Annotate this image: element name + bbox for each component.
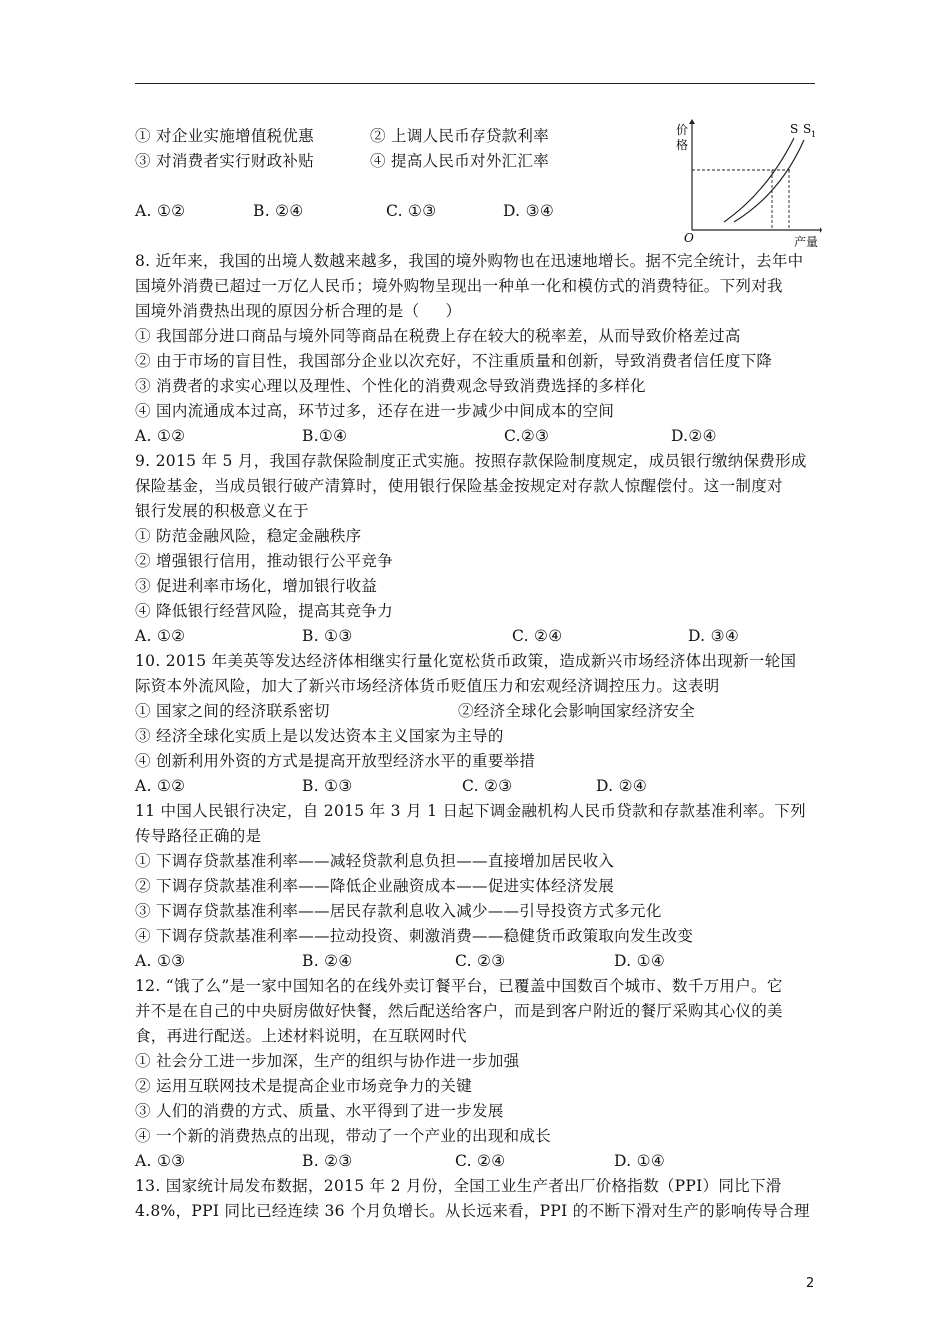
q8-answer-b: B.①④ <box>302 427 348 445</box>
curve-s-label: S <box>790 122 799 136</box>
q10-option-3: ③ 经济全球化实质上是以发达资本主义国家为主导的 <box>135 727 504 745</box>
y-axis-arrow <box>689 119 695 124</box>
q8-answer-a: A. ①② <box>135 427 186 445</box>
q10-answer-d: D. ②④ <box>596 777 648 795</box>
q10-option-4: ④ 创新利用外资的方式是提高开放型经济水平的重要举措 <box>135 752 536 770</box>
q12-line-2: 并不是在自己的中央厨房做好快餐，然后配送给客户，而是到客户附近的餐厅采购其心仪的美 <box>135 1002 783 1020</box>
q11-answer-c: C. ②③ <box>455 952 506 970</box>
supply-curve-graph <box>672 118 822 250</box>
q11-option-1: ① 下调存贷款基准利率——减轻贷款利息负担——直接增加居民收入 <box>135 852 615 870</box>
q11-option-4: ④ 下调存贷款基准利率——拉动投资、刺激消费——稳健货币政策取向发生改变 <box>135 927 694 945</box>
q9-answer-d: D. ③④ <box>688 627 740 645</box>
q10-option-2: ②经济全球化会影响国家经济安全 <box>458 702 696 720</box>
q12-line-1: 12. “饿了么”是一家中国知名的在线外卖订餐平台，已覆盖中国数百个城市、数千万用户。它 <box>135 977 783 995</box>
q12-answer-b: B. ②③ <box>302 1152 353 1170</box>
page-number: 2 <box>806 1276 815 1291</box>
q8-option-2: ② 由于市场的盲目性，我国部分企业以次充好，不注重质量和创新，导致消费者信任度下降 <box>135 352 773 370</box>
q8-line-1: 8. 近年来，我国的出境人数越来越多，我国的境外购物也在迅速地增长。据不完全统计，去年中 <box>135 252 804 270</box>
q11-option-3: ③ 下调存贷款基准利率——居民存款利息收入减少——引导投资方式多元化 <box>135 902 662 920</box>
q11-line-1: 11 中国人民银行决定，自 2015 年 3 月 1 日起下调金融机构人民币贷款和存款基准利率。下列 <box>135 802 806 820</box>
answer-a: A. ①② <box>135 202 186 220</box>
option-2: ② 上调人民币存贷款利率 <box>370 127 550 145</box>
q12-answer-d: D. ①④ <box>614 1152 666 1170</box>
q10-line-2: 际资本外流风险，加大了新兴市场经济体货币贬值压力和宏观经济调控压力。这表明 <box>135 677 720 695</box>
answer-c: C. ①③ <box>386 202 437 220</box>
q9-option-3: ③ 促进利率市场化，增加银行收益 <box>135 577 378 595</box>
y-label-1: 价 <box>676 123 689 137</box>
q9-line-2: 保险基金，当成员银行破产清算时，使用银行保险基金按规定对存款人惊醒偿付。这一制度对 <box>135 477 783 495</box>
q11-answer-b: B. ②④ <box>302 952 353 970</box>
y-label-2: 格 <box>676 138 689 152</box>
q11-answer-d: D. ①④ <box>614 952 666 970</box>
origin-label: O <box>684 231 694 245</box>
option-1: ① 对企业实施增值税优惠 <box>135 127 315 145</box>
x-label: 产量 <box>794 235 819 249</box>
curve-s1-label: S <box>803 122 812 136</box>
q12-answer-c: C. ②④ <box>455 1152 506 1170</box>
q8-option-3: ③ 消费者的求实心理以及理性、个性化的消费观念导致消费选择的多样化 <box>135 377 646 395</box>
q12-line-3: 食，再进行配送。上述材料说明，在互联网时代 <box>135 1027 467 1045</box>
q9-option-1: ① 防范金融风险，稳定金融秩序 <box>135 527 362 545</box>
q10-line-1: 10. 2015 年美英等发达经济体相继实行量化宽松货币政策，造成新兴市场经济体出现新一轮国 <box>135 652 797 670</box>
q8-option-1: ① 我国部分进口商品与境外同等商品在税费上存在较大的税率差，从而导致价格差过高 <box>135 327 741 345</box>
curve-s1-subscript: 1 <box>811 130 817 139</box>
q10-answer-a: A. ①② <box>135 777 186 795</box>
curve-s <box>724 138 794 222</box>
q8-option-4: ④ 国内流通成本过高，环节过多，还存在进一步减少中间成本的空间 <box>135 402 615 420</box>
q9-option-4: ④ 降低银行经营风险，提高其竞争力 <box>135 602 394 620</box>
q11-line-2: 传导路径正确的是 <box>135 827 262 845</box>
q9-answer-b: B. ①③ <box>302 627 353 645</box>
q11-option-2: ② 下调存贷款基准利率——降低企业融资成本——促进实体经济发展 <box>135 877 615 895</box>
option-3: ③ 对消费者实行财政补贴 <box>135 152 315 170</box>
q8-answer-d: D.②④ <box>671 427 717 445</box>
answer-b: B. ②④ <box>253 202 304 220</box>
q12-option-1: ① 社会分工进一步加深，生产的组织与协作进一步加强 <box>135 1052 520 1070</box>
curve-s1 <box>734 140 804 222</box>
x-axis-arrow <box>820 227 822 233</box>
header-rule <box>135 83 815 84</box>
q10-answer-b: B. ①③ <box>302 777 353 795</box>
q8-line-2: 国境外消费已超过一万亿人民币；境外购物呈现出一种单一化和模仿式的消费特征。下列对我 <box>135 277 783 295</box>
q9-line-1: 9. 2015 年 5 月，我国存款保险制度正式实施。按照存款保险制度规定，成员银行缴纳保费形成 <box>135 452 807 470</box>
q12-option-3: ③ 人们的消费的方式、质量、水平得到了进一步发展 <box>135 1102 504 1120</box>
q12-option-2: ② 运用互联网技术是提高企业市场竞争力的关键 <box>135 1077 473 1095</box>
answer-d: D. ③④ <box>503 202 555 220</box>
q9-option-2: ② 增强银行信用，推动银行公平竞争 <box>135 552 394 570</box>
q9-answer-a: A. ①② <box>135 627 186 645</box>
q8-answer-c: C.②③ <box>504 427 550 445</box>
q12-option-4: ④ 一个新的消费热点的出现，带动了一个产业的出现和成长 <box>135 1127 552 1145</box>
q9-line-3: 银行发展的积极意义在于 <box>135 502 309 520</box>
option-4: ④ 提高人民币对外汇汇率 <box>370 152 550 170</box>
q10-answer-c: C. ②③ <box>462 777 513 795</box>
q10-option-1: ① 国家之间的经济联系密切 <box>135 702 330 720</box>
q9-answer-c: C. ②④ <box>512 627 563 645</box>
q13-line-1: 13. 国家统计局发布数据，2015 年 2 月份，全国工业生产者出厂价格指数（PPI）同比下滑 <box>135 1177 782 1195</box>
q11-answer-a: A. ①③ <box>135 952 186 970</box>
q12-answer-a: A. ①③ <box>135 1152 186 1170</box>
q8-line-3: 国境外消费热出现的原因分析合理的是（ ） <box>135 302 462 320</box>
q13-line-2: 4.8%，PPI 同比已经连续 36 个月负增长。从长远来看，PPI 的不断下滑对生产的影响传导合理 <box>135 1202 810 1220</box>
